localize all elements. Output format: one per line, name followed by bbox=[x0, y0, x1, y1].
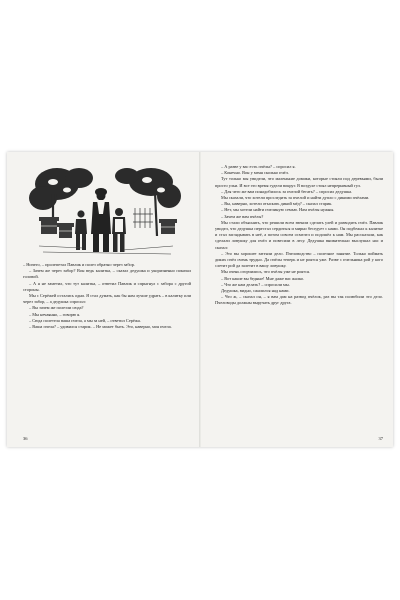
paragraph: – Конечно. Вон у меня сколько пчёл. bbox=[221, 170, 289, 176]
paragraph: Мы очень огорчились, что пчёлы уже не роятся. bbox=[221, 269, 311, 275]
paragraph: – Что же нам делать? – спросили мы. bbox=[221, 281, 290, 287]
apiary-illustration bbox=[23, 164, 191, 258]
paragraph: – Зачем же вам пчёлы? bbox=[221, 213, 264, 219]
paragraph: – Ваша пчела? – удивился старик. – Не может быть. Это, наверно, моя пчела. bbox=[29, 324, 172, 330]
right-page-text bbox=[215, 164, 383, 307]
paragraph: – Что ж, – сказал он, – я вам дам на развод пчёлок, раз вы так полюбили это дело. Пчеловоды должны выручать друг друга. bbox=[215, 294, 383, 306]
paragraph: – Мы нечаянно, – говорю я. bbox=[29, 311, 81, 317]
paragraph: – Вот какие вы бедные! Мне даже вас жалко. bbox=[221, 275, 305, 281]
paragraph: Мы стали объяснять, что решили всем звеном сделать улей и разводить пчёл. Павлик увидел, что дедушка перестал сердиться и мирно беседует с нами. Он подбежал к калитке и стал заглядывать в неё, а потом совсем осмелел и подошёл к нам. Мы рассказали, как сделали ловушку для пчёл и повесили в лесу. Дедушка внимательно выслушал нас и сказал: bbox=[215, 219, 383, 250]
left-page-text bbox=[23, 262, 191, 330]
paragraph: – Нет, мы хотели найти пчелиную семью. Нам пчёлы нужны. bbox=[221, 207, 335, 213]
paragraph: – А разве у вас есть пчёлы? – спросил я. bbox=[221, 164, 296, 169]
left-page bbox=[23, 164, 191, 439]
paragraph: – Сюда полетела ваша пчела, а мы за ней, – ответил Серёжа. bbox=[29, 317, 141, 323]
book-spread bbox=[7, 152, 393, 447]
paragraph: – Зачем же через забор? Вон ведь калитка, – сказал дедушка и укоризненно покачал головой. bbox=[23, 268, 191, 280]
paragraph: Мы сказали, что хотели проследить за пчелой и найти дупло с дикими пчёлами. bbox=[221, 195, 370, 201]
paragraph: – Это вы хорошее затеяли дело. Пчеловодство – полезное занятие. Только поймать диких пчёл очень трудно. Да пчёлы теперь и не роятся уже. Разве с пчельника рой у кого слетит рой да залетит в вашу ловушку. bbox=[215, 250, 383, 269]
paragraph: Мы с Серёжей остались одни. Я стал думать, как бы нам лучше удрать – в калитку или через забор, – а дедушка спросил: bbox=[23, 293, 191, 305]
paragraph: – Вы зачем же полезли сюда? bbox=[29, 305, 84, 311]
right-page bbox=[215, 164, 383, 439]
paragraph: – Ничего, – пролепетал Павлик и полез обратно через забор. bbox=[23, 262, 135, 267]
paragraph: Тут только мы увидели, что маленькие домики, которые стояли под деревьями, были просто ульи. И все это время гудели вокруг. В воздухе стоял непрерывный гул. bbox=[215, 176, 383, 188]
book-gutter bbox=[199, 152, 201, 447]
paragraph: Дедушка, видно, сжалился над нами. bbox=[221, 288, 290, 294]
page-number: 37 bbox=[378, 436, 383, 441]
illustration-drawing bbox=[23, 164, 191, 258]
page-number: 36 bbox=[23, 436, 28, 441]
paragraph: – Вы, наверно, хотели отыскать дикий мёд? – сказал старик. bbox=[221, 201, 333, 207]
paragraph: – А я не заметил, что тут калитка, – ответил Павлик и спрыгнул с забора с другой стороны. bbox=[23, 280, 191, 292]
paragraph: – Для чего же вам понадобилось за пчелой бегать? – спросил дедушка. bbox=[221, 188, 353, 194]
